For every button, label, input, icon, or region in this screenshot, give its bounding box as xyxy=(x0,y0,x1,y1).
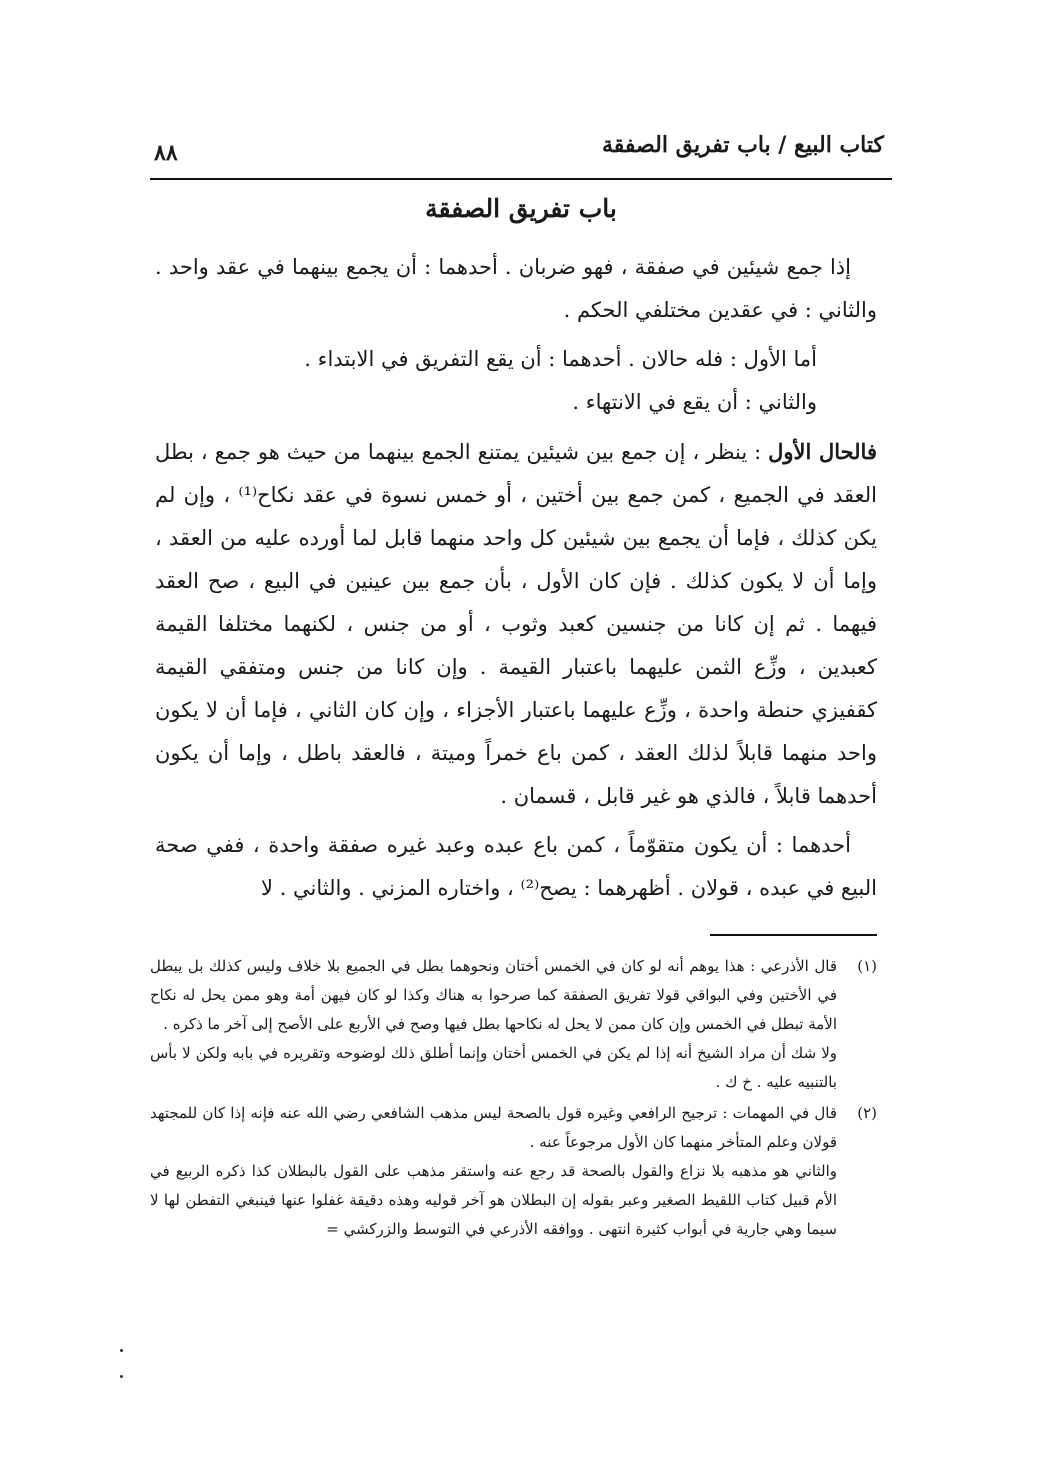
paragraph: أحدهما : أن يكون متقوّماً ، كمن باع عبده وعبد غيره صفقة واحدة ، ففي صحة البيع في عبده ، قولان . أظهرهما : يصح⁽²⁾ ، واختاره المزني . والثاني . لا xyxy=(155,833,877,900)
footnote-text: قال في المهمات : ترجيح الرافعي وغيره قول بالصحة ليس مذهب الشافعي رضي الله عنه فإنه إذا كان للمجتهد قولان وعلم المتأخر منهما كان الأول مرجوعاً عنه . xyxy=(150,1104,837,1151)
paragraph xyxy=(155,430,877,818)
footnote xyxy=(150,952,877,1097)
footnotes xyxy=(150,952,877,1244)
paragraph-lead: فالحال الأول xyxy=(768,439,877,464)
scan-dot xyxy=(120,1349,123,1352)
running-header xyxy=(150,126,892,180)
scan-artifact xyxy=(120,1345,126,1385)
paragraph: إذا جمع شيئين في صفقة ، فهو ضربان . أحدهما : أن يجمع بينهما في عقد واحد . والثاني : في عقدين مختلفي الحكم . xyxy=(155,255,877,322)
footnote-text: والثاني هو مذهبه بلا نزاع والقول بالصحة قد رجع عنه واستقر مذهب على القول بالبطلان كذا ذكره الربيع في الأم قبيل كتاب اللقيط الصغير وعبر بقوله إن البطلان هو آخر قوليه وهذه دقيقة غفلوا عنها فينبغي التفطن لها لا سيما وهي جارية في أبواب كثيرة انتهى . ووافقه الأذرعي في التوسط والزركشي = xyxy=(150,1162,837,1238)
scan-dot xyxy=(120,1375,123,1378)
footnote xyxy=(150,1099,877,1244)
main-text xyxy=(155,246,877,910)
running-header-title: كتاب البيع / باب تفريق الصفقة xyxy=(601,132,884,158)
chapter-title: باب تفريق الصفقة xyxy=(425,194,617,223)
footnote-separator xyxy=(710,934,877,936)
footnote-number: (٢) xyxy=(857,1104,877,1122)
paragraph: أما الأول : فله حالان . أحدهما : أن يقع التفريق في الابتداء . xyxy=(304,347,817,371)
paragraph: والثاني : أن يقع في الانتهاء . xyxy=(572,390,817,414)
page-number: ٨٨ xyxy=(154,140,178,166)
paragraph-body: : ينظر ، إن جمع بين شيئين يمتنع الجمع بينهما من حيث هو جمع ، بطل العقد في الجميع ، كمن جمع بين أختين ، أو خمس نسوة في عقد نكاح⁽¹⁾ ، وإن لم يكن كذلك ، فإما أن يجمع بين شيئين كل واحد منهما قابل لما أورده عليه من العقد ، وإما أن لا يكون كذلك . فإن كان الأول ، بأن جمع بين عينين في البيع ، صح العقد فيهما . ثم إن كانا من جنسين كعبد وثوب ، أو من جنس ، لكنهما مختلفا القيمة كعبدين ، وزِّع الثمن عليهما باعتبار القيمة . وإن كانا من جنس ومتفقي القيمة كقفيزي حنطة واحدة ، وزِّع عليهما باعتبار الأجزاء ، وإن كان الثاني ، فإما أن لا يكون واحد منهما قابلاً لذلك العقد ، كمن باع خمراً وميتة ، فالعقد باطل ، وإما أن يكون أحدهما قابلاً ، فالذي هو غير قابل ، قسمان . xyxy=(155,440,878,808)
footnote-number: (١) xyxy=(857,957,877,975)
footnote-text: ولا شك أن مراد الشيخ أنه إذا لم يكن في الخمس أختان وإنما أطلق ذلك لوضوحه وتقريره في بابه ولكن لا بأس بالتنبيه عليه . خ ك . xyxy=(150,1044,837,1091)
footnote-text: قال الأذرعي : هذا يوهم أنه لو كان في الخمس أختان ونحوهما بطل في الجميع بلا خلاف وليس كذلك بل يبطل في الأختين وفي البواقي قولا تفريق الصفقة كما صرحوا به هناك وكذا لو كان فيهن أمة وهو ممن يحل له نكاح الأمة تبطل في الخمس وإن كان ممن لا يحل له نكاحها بطل فيها وصح في الأربع على الأصح إلى آخر ما ذكره . xyxy=(150,957,837,1033)
